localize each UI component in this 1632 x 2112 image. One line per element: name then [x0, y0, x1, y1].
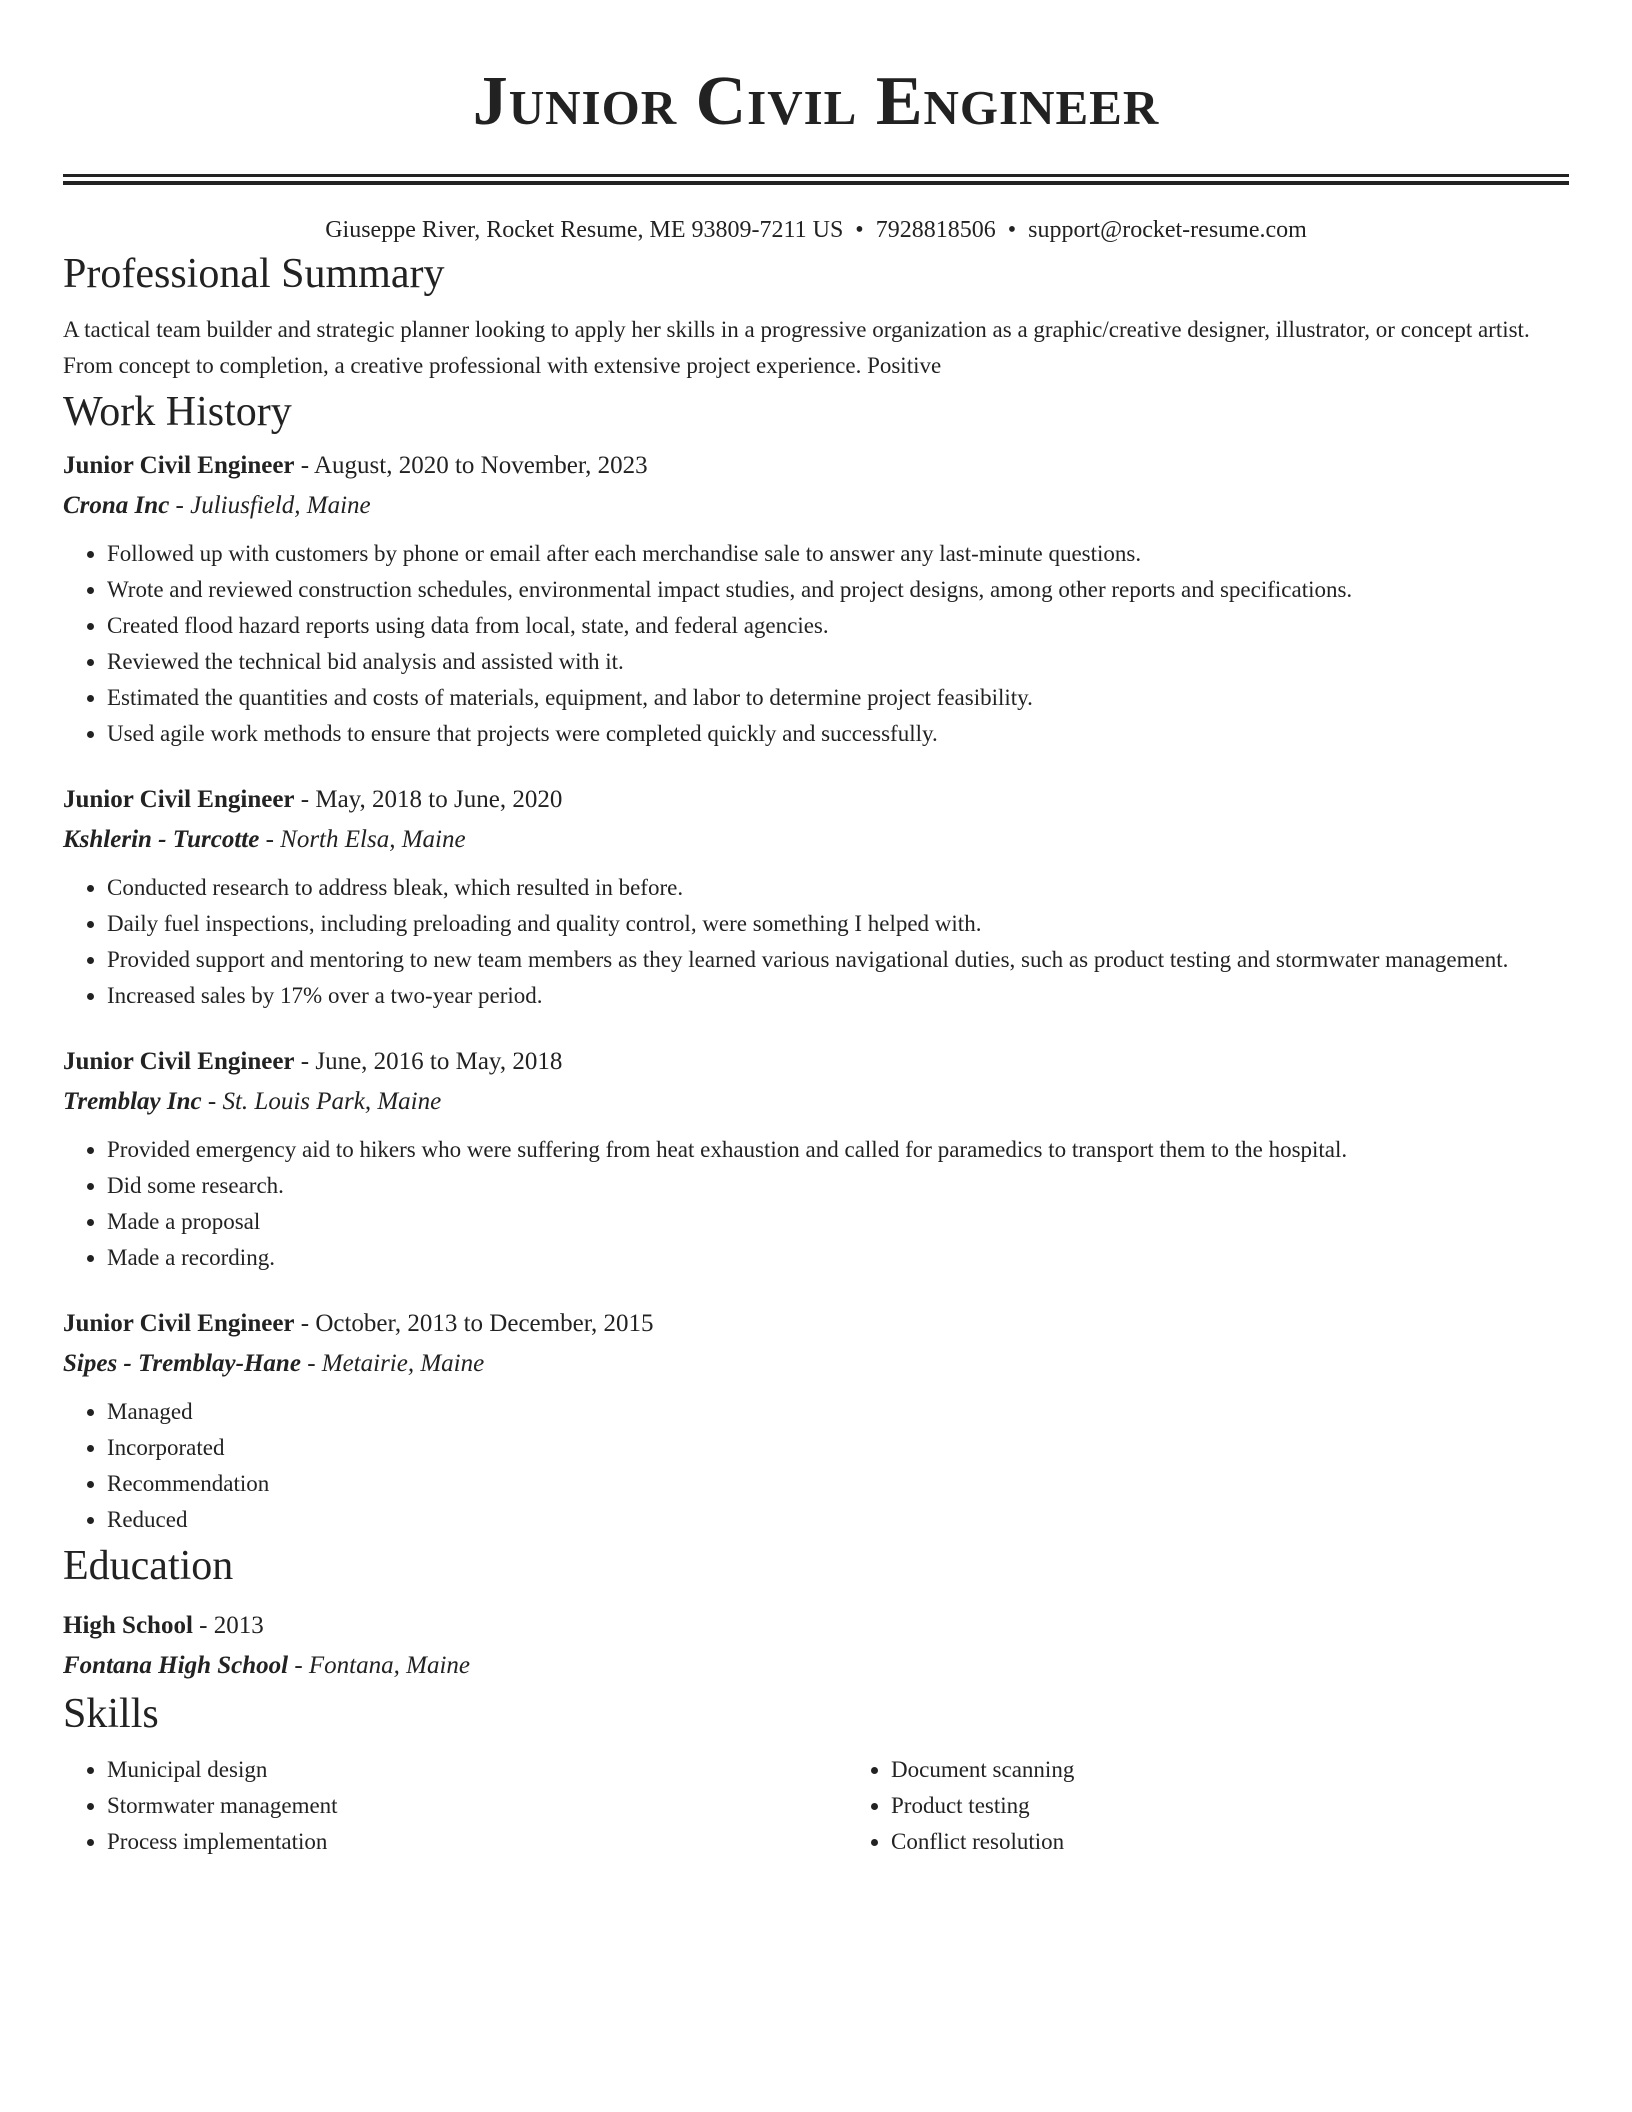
- job-title: Junior Civil Engineer: [63, 1048, 295, 1075]
- job-title-line: [63, 446, 1569, 486]
- job-bullets: [63, 1394, 1569, 1538]
- education-school-line: [63, 1646, 1569, 1686]
- job-dates: - May, 2018 to June, 2020: [294, 786, 563, 813]
- job-entry: [63, 446, 1569, 752]
- job-bullet: • Estimated the quantities and costs of materials, equipment, and labor to determine project feasibility.: [107, 680, 1569, 716]
- job-bullet: • Made a proposal: [107, 1204, 1569, 1240]
- education-entry: [63, 1606, 1569, 1686]
- job-title: Junior Civil Engineer: [63, 452, 295, 479]
- skill-item: • Document scanning: [891, 1752, 1631, 1788]
- education-heading: Education: [63, 1543, 234, 1589]
- job-company-line: [63, 486, 1569, 526]
- education-degree: High School: [63, 1612, 193, 1639]
- education-school: Fontana High School: [63, 1652, 289, 1679]
- skills-column-left: [63, 1752, 847, 1860]
- job-title-line: [63, 1304, 1569, 1344]
- job-bullet: • Reviewed the technical bid analysis and assisted with it.: [107, 644, 1569, 680]
- job-bullet: • Managed: [107, 1394, 1569, 1430]
- job-company-line: [63, 1082, 1569, 1122]
- job-location: - St. Louis Park, Maine: [201, 1088, 442, 1115]
- job-entry: [63, 1042, 1569, 1276]
- skills-heading: Skills: [63, 1691, 159, 1737]
- summary-heading: Professional Summary: [63, 251, 445, 297]
- job-bullet: • Increased sales by 17% over a two-year period.: [107, 978, 1569, 1014]
- job-bullet: • Made a recording.: [107, 1240, 1569, 1276]
- contact-line: [63, 214, 1569, 246]
- summary-text: A tactical team builder and strategic planner looking to apply her skills in a progressive organization as a graphic/creative designer, illustrator, or concept artist. From concept to completion, a creative professional with extensive project experience. Positive: [63, 317, 1530, 378]
- job-bullet: • Provided support and mentoring to new team members as they learned various navigational duties, such as product testing and stormwater management.: [107, 942, 1569, 978]
- work-history-heading: Work History: [63, 389, 292, 435]
- job-title-line: [63, 780, 1569, 820]
- header-divider: [63, 174, 1569, 185]
- job-bullet: • Recommendation: [107, 1466, 1569, 1502]
- job-bullet: • Created flood hazard reports using data from local, state, and federal agencies.: [107, 608, 1569, 644]
- skill-item: • Product testing: [891, 1788, 1631, 1824]
- education-year: - 2013: [192, 1612, 264, 1639]
- job-bullet: • Conducted research to address bleak, which resulted in before.: [107, 870, 1569, 906]
- education-degree-line: [63, 1606, 1569, 1646]
- job-dates: - October, 2013 to December, 2015: [294, 1310, 654, 1337]
- job-bullet: • Incorporated: [107, 1430, 1569, 1466]
- contact-phone: 7928818506: [875, 217, 996, 243]
- education-location: - Fontana, Maine: [288, 1652, 470, 1679]
- skill-item: • Conflict resolution: [891, 1824, 1631, 1860]
- job-entry: [63, 780, 1569, 1014]
- job-location: - Metairie, Maine: [300, 1350, 485, 1377]
- job-bullets: [63, 870, 1569, 1014]
- job-bullet: • Used agile work methods to ensure that projects were completed quickly and successfully.: [107, 716, 1569, 752]
- job-dates: - August, 2020 to November, 2023: [294, 452, 648, 479]
- skill-item: • Process implementation: [107, 1824, 847, 1860]
- contact-separator: •: [855, 217, 864, 243]
- job-bullet: • Did some research.: [107, 1168, 1569, 1204]
- job-entry: [63, 1304, 1569, 1538]
- job-title: Junior Civil Engineer: [63, 786, 295, 813]
- job-bullet: • Provided emergency aid to hikers who were suffering from heat exhaustion and called for paramedics to transport them to the hospital.: [107, 1132, 1569, 1168]
- job-company: Sipes - Tremblay-Hane: [63, 1350, 301, 1377]
- job-title-line: [63, 1042, 1569, 1082]
- job-company: Kshlerin - Turcotte: [63, 826, 260, 853]
- job-bullet: • Followed up with customers by phone or email after each merchandise sale to answer any last-minute questions.: [107, 536, 1569, 572]
- job-bullets: [63, 536, 1569, 752]
- job-company-line: [63, 1344, 1569, 1384]
- job-bullets: [63, 1132, 1569, 1276]
- job-company: Tremblay Inc: [63, 1088, 202, 1115]
- skill-item: • Municipal design: [107, 1752, 847, 1788]
- contact-address: Giuseppe River, Rocket Resume, ME 93809-7211 US: [325, 217, 844, 243]
- skill-item: • Stormwater management: [107, 1788, 847, 1824]
- job-title: Junior Civil Engineer: [63, 1310, 295, 1337]
- skills-list: [63, 1752, 1569, 1860]
- job-location: - Juliusfield, Maine: [169, 492, 371, 519]
- job-bullet: • Daily fuel inspections, including preloading and quality control, were something I helped with.: [107, 906, 1569, 942]
- job-company: Crona Inc: [63, 492, 170, 519]
- skills-column-right: [847, 1752, 1631, 1860]
- job-location: - North Elsa, Maine: [259, 826, 466, 853]
- job-bullet: • Reduced: [107, 1502, 1569, 1538]
- contact-separator: •: [1007, 217, 1017, 243]
- job-company-line: [63, 820, 1569, 860]
- contact-email: support@rocket-resume.com: [1028, 217, 1307, 243]
- job-dates: - June, 2016 to May, 2018: [294, 1048, 563, 1075]
- resume-name: Junior Civil Engineer: [472, 63, 1160, 140]
- job-bullet: • Wrote and reviewed construction schedules, environmental impact studies, and project designs, among other reports and specifications.: [107, 572, 1569, 608]
